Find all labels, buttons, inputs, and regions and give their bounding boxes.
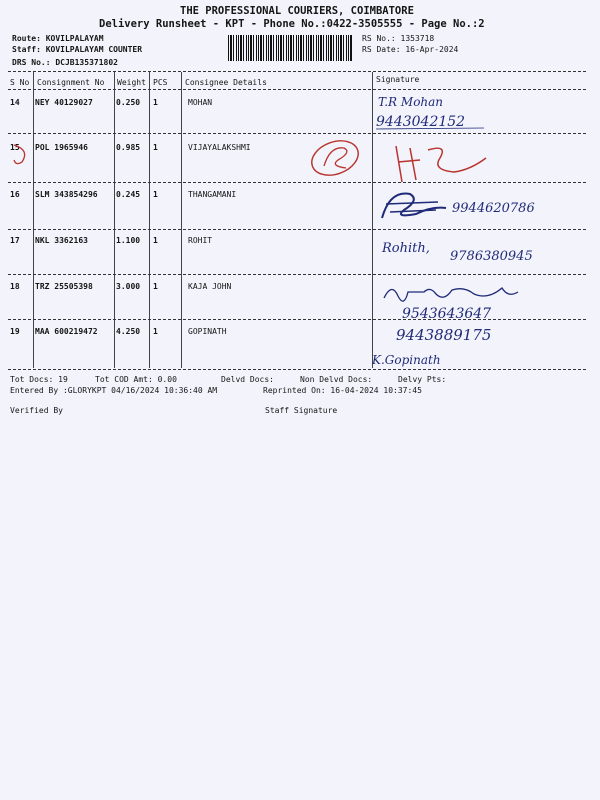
col-header-pcs: PCS: [153, 78, 168, 87]
row-weight: 4.250: [116, 327, 141, 336]
svg-text:9443889175: 9443889175: [396, 326, 492, 344]
runsheet-title: Delivery Runsheet - KPT - Phone No.:0422-3505555 - Page No.:2: [99, 18, 485, 30]
row-consignee: VIJAYALAKSHMI: [188, 143, 251, 152]
company-title: THE PROFESSIONAL COURIERS, COIMBATORE: [180, 5, 414, 17]
col-sep: [33, 72, 34, 368]
signature-image-row-17: [378, 232, 568, 268]
delivery-points: Delvy Pts:: [398, 375, 447, 384]
col-header-consignment: Consignment No: [37, 78, 105, 87]
row-consignee: ROHIT: [188, 236, 213, 245]
rs-date: RS Date: 16-Apr-2024: [362, 45, 459, 54]
row-consignee: MOHAN: [188, 98, 213, 107]
total-docs: Tot Docs: 19: [10, 375, 68, 384]
barcode: [228, 35, 352, 61]
non-delivered-docs: Non Delvd Docs:: [300, 375, 373, 384]
col-header-consignee: Consignee Details: [185, 78, 267, 87]
row-weight: 0.985: [116, 143, 141, 152]
row-pcs: 1: [153, 190, 158, 199]
row-consignment: POL 1965946: [35, 143, 88, 152]
row-consignee: KAJA JOHN: [188, 282, 232, 291]
col-header-weight: Weight: [117, 78, 146, 87]
entered-by: Entered By :GLORYKPT 04/16/2024 10:36:40 AM: [10, 386, 218, 395]
delivered-docs: Delvd Docs:: [221, 375, 274, 384]
row-pcs: 1: [153, 98, 158, 107]
table-header-rule: [8, 89, 586, 90]
row-weight: 1.100: [116, 236, 141, 245]
reprinted-on: Reprinted On: 16-04-2024 10:37:45: [263, 386, 422, 395]
row-weight: 3.000: [116, 282, 141, 291]
row-pcs: 1: [153, 143, 158, 152]
row-sno: 17: [10, 236, 20, 245]
row-weight: 0.250: [116, 98, 141, 107]
row-rule: [8, 274, 586, 275]
row-consignee: THANGAMANI: [188, 190, 237, 199]
row-weight: 0.245: [116, 190, 141, 199]
col-sep: [181, 72, 182, 368]
row-consignment: NEY 40129027: [35, 98, 93, 107]
drs-number: DRS No.: DCJB135371802: [12, 58, 118, 67]
verified-by: Verified By: [10, 406, 63, 415]
row-rule: [8, 229, 586, 230]
row-pcs: 1: [153, 236, 158, 245]
col-sep: [149, 72, 150, 368]
svg-text:Rohith,: Rohith,: [382, 241, 430, 256]
svg-text:9944620786: 9944620786: [452, 201, 535, 216]
row-sno: 16: [10, 190, 20, 199]
row-consignment: NKL 3362163: [35, 236, 88, 245]
svg-text:9543643647: 9543643647: [402, 306, 492, 322]
signature-image-row-14: [374, 92, 494, 132]
signature-image-row-18: [378, 278, 588, 322]
svg-text:K.Gopinath: K.Gopinath: [372, 353, 441, 367]
row-consignment: SLM 343854296: [35, 190, 98, 199]
row-sno: 14: [10, 98, 20, 107]
row-consignment: TRZ 25505398: [35, 282, 93, 291]
svg-text:9443042152: 9443042152: [376, 114, 466, 130]
col-header-signature: Signature: [376, 75, 420, 84]
svg-text:9786380945: 9786380945: [450, 249, 533, 264]
signature-image-row-19: [370, 320, 580, 372]
signature-image-row-15: [0, 136, 600, 186]
rs-number: RS No.: 1353718: [362, 34, 435, 43]
col-header-sno: S No: [10, 78, 30, 87]
staff-signature: Staff Signature: [265, 406, 338, 415]
row-pcs: 1: [153, 282, 158, 291]
total-cod-amount: Tot COD Amt: 0.00: [95, 375, 177, 384]
signature-image-row-16: [376, 184, 566, 228]
route-label: Route: KOVILPALAYAM: [12, 34, 104, 43]
row-consignee: GOPINATH: [188, 327, 227, 336]
row-sno: 19: [10, 327, 20, 336]
row-pcs: 1: [153, 327, 158, 336]
col-sep: [114, 72, 115, 368]
svg-text:T.R Mohan: T.R Mohan: [378, 95, 444, 109]
staff-label: Staff: KOVILPALAYAM COUNTER: [12, 45, 143, 54]
row-sno: 15: [10, 143, 20, 152]
row-rule: [8, 133, 586, 134]
row-consignment: MAA 600219472: [35, 327, 98, 336]
row-sno: 18: [10, 282, 20, 291]
table-top-rule: [8, 71, 586, 72]
